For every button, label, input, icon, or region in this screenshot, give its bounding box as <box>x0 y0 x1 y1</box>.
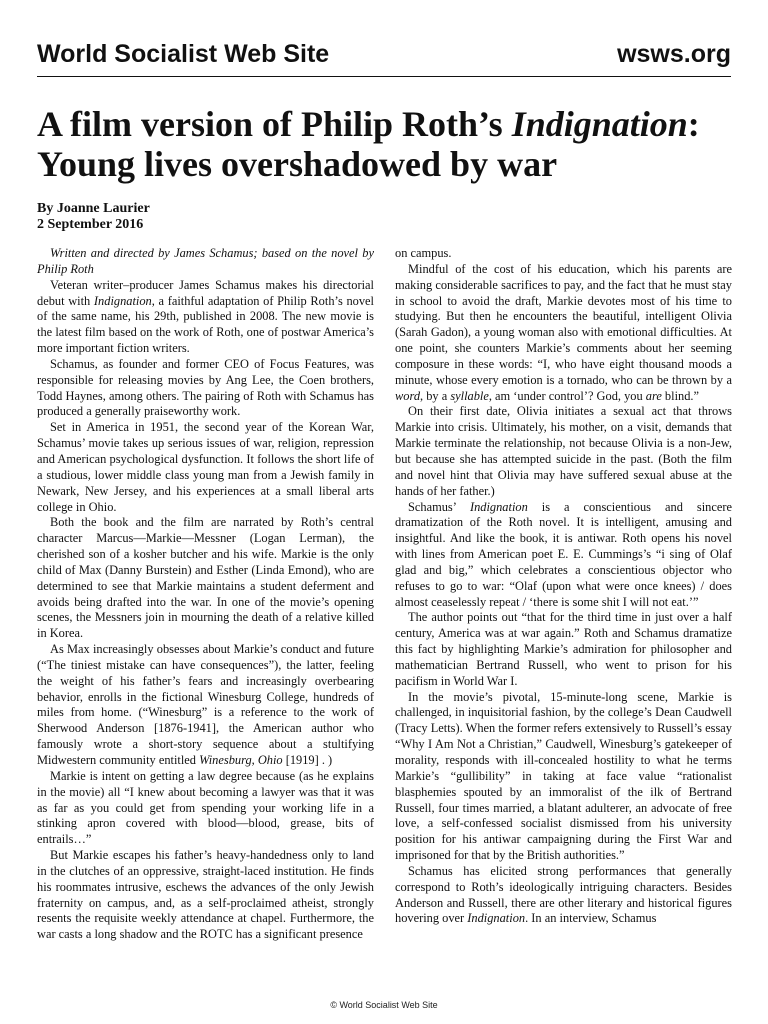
article-paragraph: on campus. <box>395 246 452 260</box>
article-paragraph: Set in America in 1951, the second year of the Korean War, Schamus’ movie takes up serious issues of war, religion, repression and American psychological dysfunction. It follows the short life of a studious, lower middle class young man from a Jewish family in Newark, New Jersey, and his experiences at a small liberal arts college in Ohio. <box>37 420 374 514</box>
article-paragraph: Written and directed by James Schamus; based on the novel by Philip Roth <box>37 246 374 276</box>
article-paragraph: Both the book and the film are narrated by Roth’s central character Marcus—Markie—Messner (Logan Lerman), the cherished son of a kosher butcher and his wife. Markie is the only child of Max (Danny Burstein) and Esther (Linda Emond), who are determined to see that Markie maintains a student deferment and avoids being drafted into the war. In one of the movie’s opening scenes, the Messners join in mourning the death of a relative killed in Korea. <box>37 515 374 641</box>
site-url[interactable]: wsws.org <box>617 39 731 68</box>
site-name[interactable]: World Socialist Web Site <box>37 39 330 68</box>
article-paragraph: Markie is intent on getting a law degree because (as he explains in the movie) all “I knew about becoming a lawyer was that it was as far as you could get from spending your working life in a stinking apron covered with blood—blood, grease, bits of entrails…” <box>37 768 374 847</box>
article-paragraph: Mindful of the cost of his education, which his parents are making considerable sacrifices to pay, and the fact that he must stay in school to avoid the draft, Markie devotes most of his time to studying. But then he encounters the beautiful, intelligent Olivia (Sarah Gadon), a young woman also with emotional difficulties. At one point, she counters Markie’s comments about her seeming composure in these words: “I, who have eight thousand moods a minute, whose every emotion is a tornado, who can be thrown by a word, by a syllable, am ‘under control’? God, you are blind.” <box>395 261 732 403</box>
masthead <box>37 36 731 72</box>
article-paragraph: In the movie’s pivotal, 15-minute-long scene, Markie is challenged, in inquisitorial fashion, by the college’s Dean Caudwell (Tracy Letts). When the former refers extensively to Russell’s essay “Why I Am Not a Christian,” Caudwell, Winesburg’s gatekeeper of morality, responds with ill-concealed hostility to what he terms Markie’s “gullibility” in taking at face value “rationalist blasphemies spouted by an immoralist of the ilk of Bertrand Russell, four times married, a blatant adulterer, an advocate of free love, a self-confessed socialist dismissed from his university position for his antiwar campaigning during the First War and imprisoned for that by the British authorities.” <box>395 689 732 863</box>
article-paragraph: Schamus has elicited strong performances that generally correspond to Roth’s ideologically intriguing characters. Besides Anderson and Russell, there are other literary and historical figures hovering over Indignation. In an interview, Schamus <box>395 863 732 926</box>
article-column-left <box>37 246 374 943</box>
article-paragraph: Schamus’ Indignation is a conscientious and sincere dramatization of the Roth novel. It is intelligent, amusing and insightful. And like the book, it is antiwar. Roth opens his novel with lines from American poet E. E. Cummings’s “i sing of Olaf glad and big,” which celebrates a conscientious objector who refuses to go to war: “Olaf (upon what were once knees) / does almost ceaselessly repeat / ‘there is some shit I will not eat.’” <box>395 499 732 609</box>
article-paragraph: The author points out “that for the third time in just over a half century, America was at war again.” Roth and Schamus dramatize this fact by highlighting Markie’s admiration for philosopher and mathematician Bertrand Russell, who went to prison for his pacifism in World War I. <box>395 610 732 688</box>
byline <box>37 201 150 233</box>
author: By Joanne Laurier <box>37 201 150 216</box>
article-paragraph: Veteran writer–producer James Schamus makes his directorial debut with Indignation, a faithful adaptation of Philip Roth’s novel of the same name, his 29th, published in 2008. The new movie is the latest film based on the work of Roth, one of postwar America’s more important fiction writers. <box>37 277 374 356</box>
article-title: A film version of Philip Roth’s Indignation: Young lives overshadowed by war <box>37 104 700 184</box>
article-paragraph: On their first date, Olivia initiates a sexual act that throws Markie into crisis. Ultimately, his mother, on a visit, demands that Markie terminate the relationship, not because Olivia is a non-Jew, but because she has attempted suicide in the past. (Both the film and novel hint that Olivia may have suffered sexual abuse at the hands of her father.) <box>395 404 732 498</box>
article-column-right <box>395 246 732 927</box>
article-paragraph: But Markie escapes his father’s heavy-handedness only to land in the clutches of an oppressive, straight-laced institution. He finds his roommates intrusive, eschews the advances of the only Jewish fraternity on campus, and, as a self-proclaimed atheist, strongly resents the requisite weekly attendance at chapel. Furthermore, the war casts a long shadow and the ROTC has a significant presence <box>37 848 374 942</box>
masthead-rule <box>37 76 731 77</box>
footer-copyright: © World Socialist Web Site <box>330 1000 438 1010</box>
article-paragraph: Schamus, as founder and former CEO of Focus Features, was responsible for releasing movies by Ang Lee, the Coen brothers, Todd Haynes, among others. The pairing of Roth with Schamus has produced a generally praiseworthy work. <box>37 356 374 419</box>
publish-date: 2 September 2016 <box>37 217 144 232</box>
article-paragraph: As Max increasingly obsesses about Markie’s conduct and future (“The tiniest mistake can have consequences”), the latter, feeling the weight of his father’s fears and increasingly overbearing behavior, enrolls in the fictional Winesburg College, hundreds of miles from home. (“Winesburg” is a reference to the work of Sherwood Anderson [1876-1941], the American author who famously wrote a short-story sequence about a stultifying Midwestern community entitled Winesburg, Ohio [1919] . ) <box>37 642 374 767</box>
